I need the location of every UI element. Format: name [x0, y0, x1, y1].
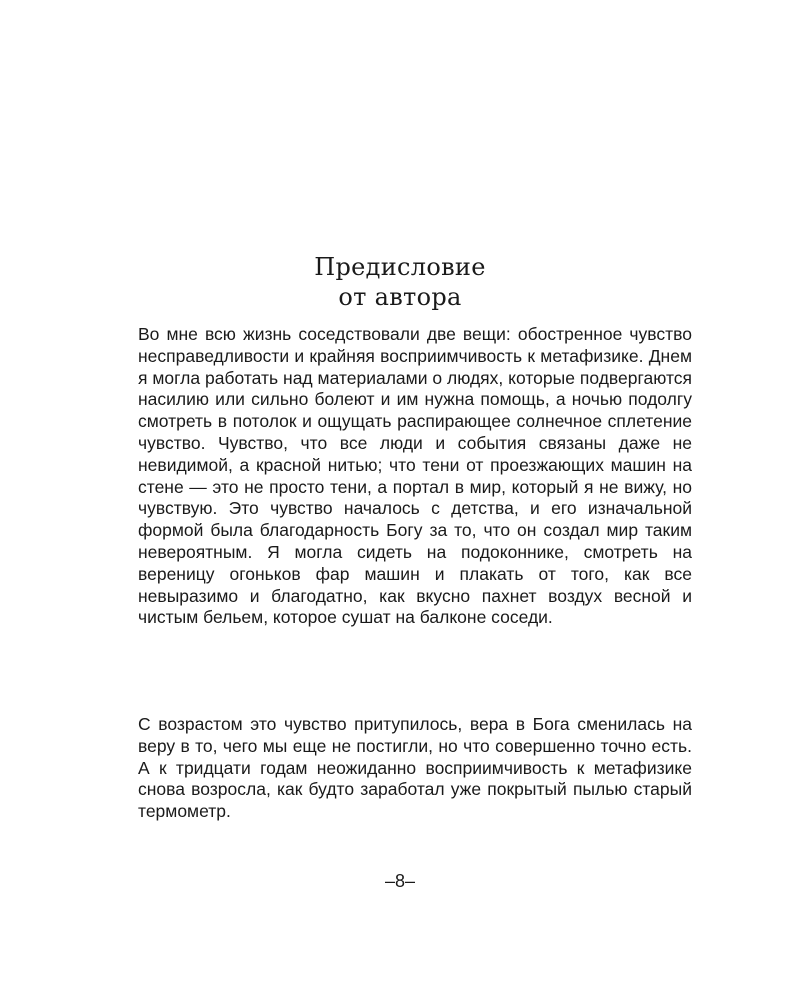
- paragraph-1: Во мне всю жизнь соседствовали две вещи: обостренное чувство несправедливости и крайняя восприимчивость к метафизике. Днем я могла работать над материалами о людях, которые подвергаются насилию или сильно болеют и им нужна помощь, а ночью подолгу смотреть в потолок и ощущать распирающее солнечное сплетение чувство. Чувство, что все люди и события связаны даже не невидимой, а красной нитью; что тени от проезжающих машин на стене — это не просто тени, а портал в мир, который я не вижу, но чувствую. Это чувство началось с детства, и его изначальной формой была благодарность Богу за то, что он создал мир таким невероятным. Я могла сидеть на подоконнике, смотреть на вереницу огоньков фар машин и плакать от того, как все невыразимо и благодатно, как вкусно пахнет воздух весной и чистым бельем, которое сушат на балконе соседи.: [138, 324, 692, 628]
- chapter-title-line-2: от автора: [338, 283, 462, 311]
- chapter-title-line-1: Предисловие: [314, 253, 486, 281]
- page-number: –8–: [384, 871, 416, 891]
- chapter-title: [0, 252, 800, 312]
- paragraph-2: С возрастом это чувство притупилось, вера в Бога сменилась на веру в то, чего мы еще не постигли, но что совершенно точно есть. А к тридцати годам неожиданно восприимчивость к метафизике снова возросла, как будто заработал уже покрытый пылью старый термометр.: [138, 714, 692, 822]
